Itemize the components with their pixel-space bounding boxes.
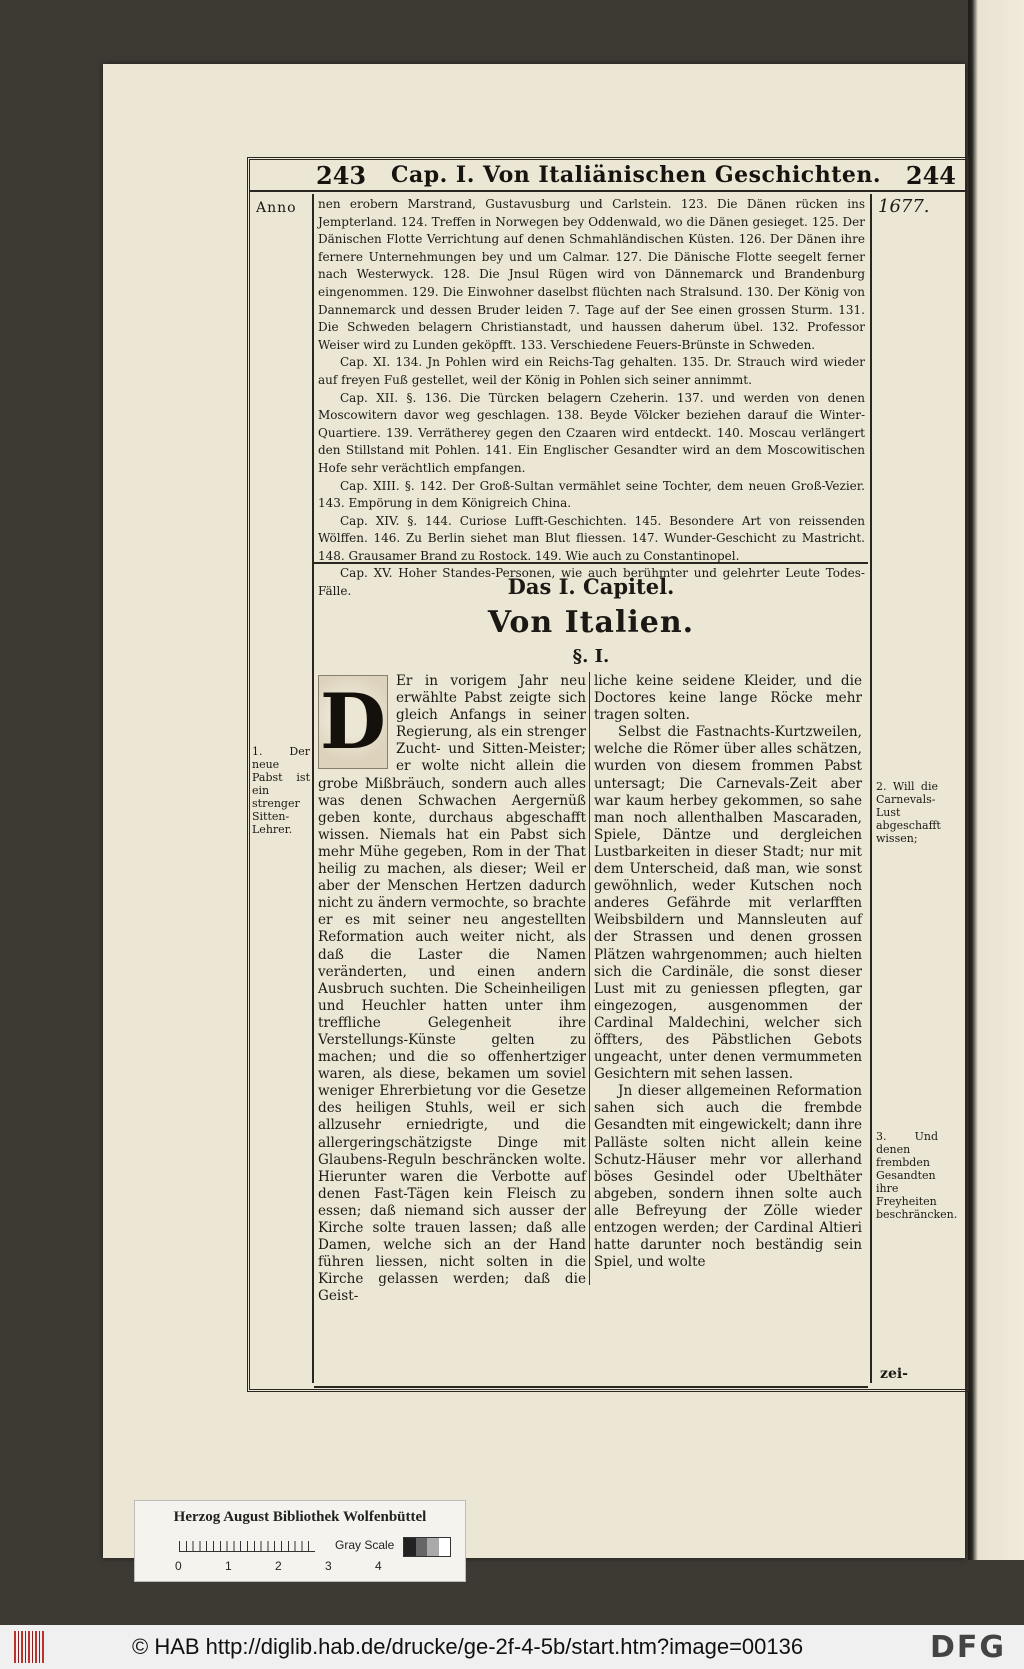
chapter-title: Von Italien. <box>487 605 695 640</box>
left-page-number: 243 <box>316 161 367 191</box>
scale-ruler <box>179 1541 315 1552</box>
library-name: Herzog August Bibliothek Wolfenbüttel <box>173 1509 427 1525</box>
running-header <box>250 162 966 192</box>
decorated-initial: D <box>318 675 388 769</box>
margin-note-3: 3. Und denen frembden Gesandten ihre Freyheiten beschräncken. <box>876 1130 958 1221</box>
body-paragraph: liche keine seidene Kleider, und die Doctores keine lange Röcke mehr tragen solten. <box>594 673 862 724</box>
chapter-divider <box>314 562 868 564</box>
body-column-left <box>318 673 586 1305</box>
bottom-rule <box>314 1386 868 1388</box>
body-paragraph: Er in vorigem Jahr neu erwählte Pabst zeigte sich gleich Anfangs in seiner Regierung, als ein strenger Zucht- und Sitten-Meister; er wolte nicht allein die grobe Mißbräuch, sondern auch alles was denen Schwachen Aergernüß geben konte, durchaus abgeschafft wissen. Niemals hat ein Pabst sich mehr Mühe gegeben, Rom in der That heilig zu machen, als dieser; Weil er aber der Menschen Hertzen dadurch nicht zu ändern vermochte, so brachte er es mit seiner neu angestellten Reformation auch weiter nicht, als daß die Laster die Namen veränderten, und einen andern Ausbruch suchten. Die Scheinheiligen und Heuchler hatten unter ihm treffliche Gelegenheit ihre Verstellungs-Künste gelten zu machen; und die so offenhertziger waren, als diese, bekamen um soviel weniger Ehrerbietung vor die Gesetze des heiligen Stuhls, weil er sich allzusehr erniedrigte, und die allergeringschätzigste Dinge mit Glaubens-Reguln beschräncken wolte. Hierunter waren die Verbotte auf denen Fast-Tägen kein Fleisch zu essen; daß niemand sich ausser der Kirche solte trauen lassen; daß alle Damen, welche sich an der Hand führen liessen, nicht solten in die Kirche gelassen werden; daß die Geist- <box>318 673 586 1305</box>
margin-note-2: 2. Will die Carnevals-Lust abgeschafft wissen; <box>876 780 941 845</box>
library-label-card <box>134 1500 466 1582</box>
body-paragraph: Selbst die Fastnachts-Kurtzweilen, welche die Römer über alles schätzen, wurden von diesem frommen Pabst untersagt; Die Carnevals-Zeit aber war kaum herbey gekommen, so sahe man noch allenthalben Mascaraden, Spiele, Däntze und dergleichen Lustbarkeiten in dieser Stadt; nur mit dem Unterscheid, daß man, wie sonst gewöhnlich, weder Kutschen noch anderes Gefährde mit verlarfften Weibsbildern und Mannsleuten auf der Strassen und denen grossen Plätzen wahrgenommen; auch hielten sich die Cardinäle, die sonst dieser Lust mit zu geniessen pflegten, gar eingezogen, ausgenommen der Cardinal Maldechini, welcher sich öffters, des Päbstlichen Gebots ungeacht, unter denen vermummeten Gesichtern mit sehen lassen. <box>594 724 862 1083</box>
ruler-numbers: 0 1 2 3 4 <box>175 1559 402 1573</box>
body-column-right <box>594 673 862 1271</box>
chapter-heading <box>314 572 868 670</box>
footer-bar <box>0 1625 1024 1669</box>
running-title: Cap. I. Von Italiänischen Geschichten. <box>390 162 882 189</box>
dfg-logo: DFG <box>929 1629 1006 1665</box>
chapter-summary <box>318 196 865 601</box>
summary-paragraph: Cap. XI. 134. Jn Pohlen wird ein Reichs-Tag gehalten. 135. Dr. Strauch wird wieder auf freyen Fuß gestellet, weil der König in Pohlen sich seiner annimmt. <box>318 355 865 387</box>
anno-label: Anno <box>256 200 297 216</box>
column-divider <box>589 672 590 1285</box>
year-label: 1677. <box>878 196 930 217</box>
summary-paragraph: Cap. XV. Hoher Standes-Personen, wie auch berühmter und gelehrter Leute Todes-Fälle. <box>318 566 865 599</box>
text-frame <box>247 157 969 1392</box>
chapter-number: Das I. Capitel. <box>507 574 675 599</box>
catchword: zei- <box>880 1366 908 1382</box>
source-credit[interactable]: © HAB http://diglib.hab.de/drucke/ge-2f-4-5b/start.htm?image=00136 <box>132 1634 804 1659</box>
barcode-icon <box>14 1631 46 1663</box>
margin-note-1: 1. Der neue Pabst ist ein strenger Sitten-Lehrer. <box>252 745 310 836</box>
right-margin-rule <box>870 194 872 1383</box>
summary-paragraph: Cap. XIV. §. 144. Curiose Lufft-Geschichten. 145. Besondere Art von reissenden Wölffen. 146. Zu Berlin siehet man Blut fliessen. 147. Wunder-Geschicht zu Mastricht. 148. Grausamer Brand zu Rostock. 149. Wie auch zu Constantinopel. <box>318 513 865 563</box>
summary-paragraph: Cap. XII. §. 136. Die Türcken belagern Czeherin. 137. und werden von denen Moscowitern davor weg geschlagen. 138. Beyde Völcker beziehen darauf die Winter-Quartiere. 139. Verrätherey gegen den Czaaren wird entdeckt. 140. Moscau verlängert den Stillstand mit Pohlen. 141. Ein Englischer Gesandter wird an dem Moscowitischen Hofe sehr verächtlich empfangen. <box>318 390 865 475</box>
summary-paragraph: Cap. XIII. §. 142. Der Groß-Sultan vermählet seine Tochter, dem neuen Groß-Vezier. 143. Empörung in dem Königreich China. <box>318 478 865 511</box>
book-page <box>103 64 965 1558</box>
section-mark: §. I. <box>572 646 610 667</box>
left-margin-rule <box>312 194 314 1383</box>
gray-scale-swatch <box>403 1537 451 1557</box>
adjacent-page-edge <box>968 0 1024 1560</box>
body-paragraph: Jn dieser allgemeinen Reformation sahen sich auch die frembde Gesandten mit eingewickelt; dann ihre Palläste solten nicht allein keine Schutz-Häuser mehr vor allerhand böses Gesindel oder Ubelthäter abgeben, sondern ihnen solte auch alle Befreyung der Zölle wieder entzogen werden; der Cardinal Altieri hatte darunter noch beständig sein Spiel, und wolte <box>594 1083 862 1271</box>
right-page-number: 244 <box>905 161 956 191</box>
summary-paragraph: nen erobern Marstrand, Gustavusburg und Carlstein. 123. Die Dänen rücken ins Jempterland. 124. Treffen in Norwegen bey Oddenwald, wo die Dänen gesieget. 125. Der Dänischen Flotte Verrichtung auf denen Schmahländischen Küsten. 126. Der Dänen ihre fernere Unternehmungen bey und um Calmar. 127. Die Dänische Flotte seegelt ferner nach Westerwyck. 128. Die Jnsul Rügen wird von Dännemarck und Brandenburg eingenommen. 129. Die Einwohner daselbst flüchten nach Stralsund. 130. Der König von Dannemarck und dessen Bruder leiden 7. Tage auf der See einen grossen Sturm. 131. Die Schweden belagern Christianstadt, und haussen daherum übel. 132. Professor Weiser wird zu Lunden geköpfft. 133. Verschiedene Feuers-Brünste in Schweden. <box>318 197 865 352</box>
gray-scale-label: Gray Scale <box>335 1538 395 1552</box>
